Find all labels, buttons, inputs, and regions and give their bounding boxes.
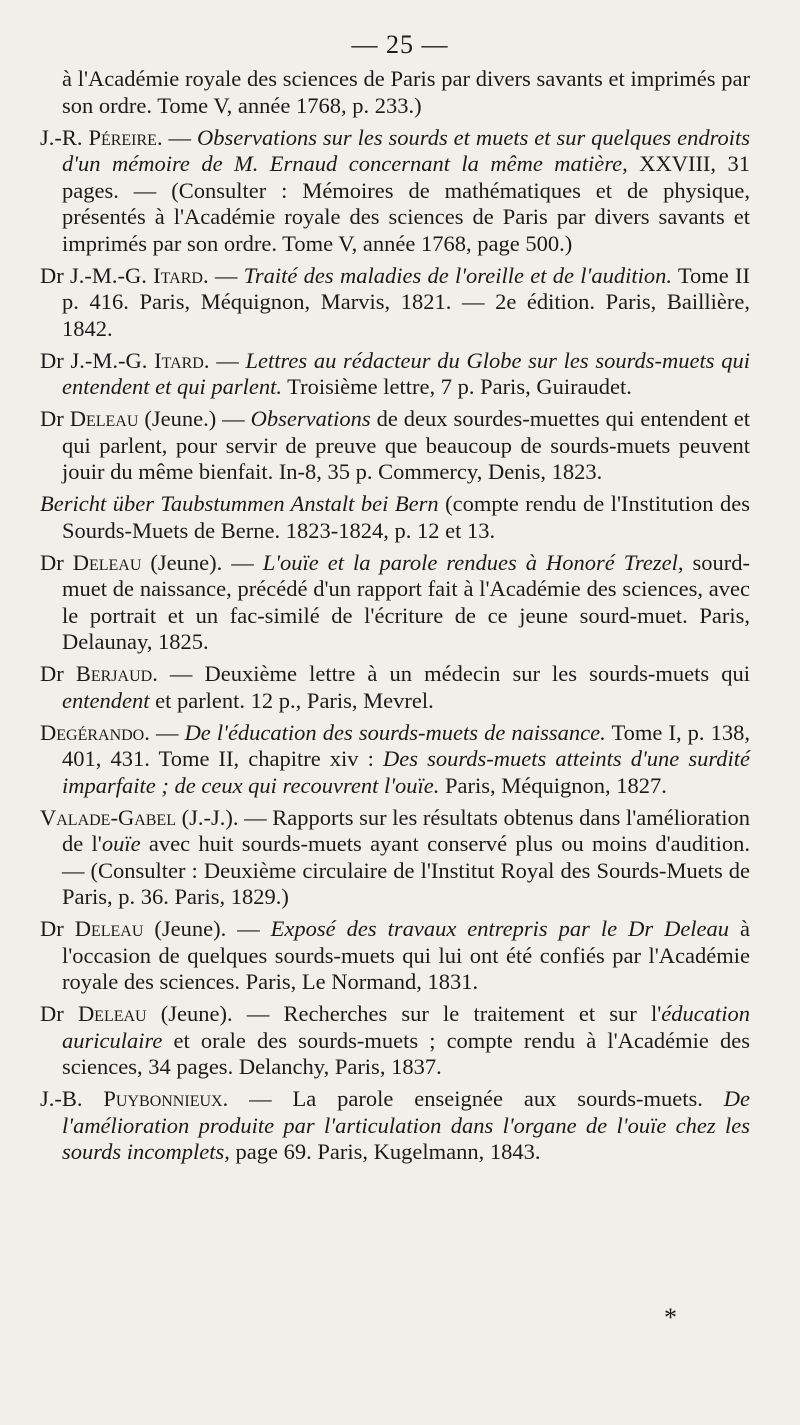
bibliography-list bbox=[40, 66, 750, 1171]
entry-details: et orale des sourds-muets ; compte rendu à l'Académie des sciences, 34 pages. Delanchy, Paris, 1837. bbox=[62, 1027, 750, 1079]
bibliography-entry-deleau-ouie: Dr Deleau (Jeune). — L'ouïe et la parole rendues à Honoré Trezel, sourd-muet de naissance, précédé d'un rapport fait à l'Académie des sciences, avec le portrait et un fac-similé de l'écriture de ce jeune sourd-muet. Paris, Delaunay, 1825. bbox=[40, 549, 750, 654]
entry-title: ouïe bbox=[101, 831, 141, 856]
bibliography-entry-puybonnieux: J.-B. Puybonnieux. — La parole enseignée aux sourds-muets. De l'amélioration produite par l'articulation dans l'organe de l'ouïe chez les sourds incomplets, page 69. Paris, Kugelmann, 1843. bbox=[40, 1086, 750, 1164]
bibliography-entry-bericht bbox=[40, 491, 750, 544]
entry-title: Bericht über Taubstummen Anstalt bei Bern bbox=[40, 491, 439, 516]
bibliography-entry-valade-gabel: Valade-Gabel (J.-J.). — Rapports sur les résultats obtenus dans l'amélioration de l'ouïe avec huit sourds-muets ayant conservé plus ou moins d'audition. — (Consulter : Deuxième circulaire de l'Institut Royal des Sourds-Muets de Paris, p. 36. Paris, 1829.) bbox=[40, 804, 750, 909]
bibliography-entry-itard-lettres: Dr J.-M.-G. Itard. — Lettres au rédacteur du Globe sur les sourds-muets qui entendent et qui parlent. Troisième lettre, 7 p. Paris, Guiraudet. bbox=[40, 347, 751, 399]
entry-author: Deleau bbox=[72, 549, 142, 575]
entry-details: (compte rendu de l'Institution des Sourds-Muets de Berne. 1823-1824, p. 12 et 13. bbox=[62, 491, 750, 543]
entry-title: Observations bbox=[250, 406, 371, 431]
entry-author: J.-B. Puybonnieux. bbox=[40, 1086, 229, 1111]
entry-details: sourd-muet de naissance, précédé d'un rapport fait à l'Académie des sciences, avec le portrait et un fac-similé de l'écriture de ce jeune sourd-muet. Paris, Delaunay, 1825. bbox=[62, 549, 750, 654]
footer-asterisk: * bbox=[664, 1303, 677, 1332]
bibliography-entry-itard-traite: Dr J.-M.-G. Itard. — Traité des maladies de l'oreille et de l'audition. Tome II p. 416. Paris, Méquignon, Marvis, 1821. — 2e édition. Paris, Baillière, 1842. bbox=[40, 262, 750, 341]
entry-author: J.-M.-G. Itard. bbox=[70, 262, 209, 288]
bibliography-entry-deleau-recherches: Dr Deleau (Jeune). — Recherches sur le traitement et sur l'éducation auriculaire et orale des sourds-muets ; compte rendu à l'Académie des sciences, 34 pages. Delanchy, Paris, 1837. bbox=[40, 1001, 751, 1079]
entry-title: De l'amélioration produite par l'articulation dans l'organe de l'ouïe chez les sourds incomplets, bbox=[62, 1086, 750, 1164]
bibliography-entry-continuation: à l'Académie royale des sciences de Paris par divers savants et imprimés par son ordre. Tome V, année 1768, p. 233.) bbox=[62, 66, 750, 118]
bibliography-entry-degerando: Degérando. — De l'éducation des sourds-muets de naissance. Tome I, p. 138, 401, 431. Tome II, chapitre xiv : Des sourds-muets atteints d'une surdité imparfaite ; de ceux qui recouvrent l'ouïe. Paris, Méquignon, 1827. bbox=[40, 719, 751, 798]
entry-subtitle: Des sourds-muets atteints d'une surdité imparfaite ; de ceux qui recouvrent l'ouïe. bbox=[62, 746, 751, 798]
entry-author: Degérando. bbox=[40, 719, 150, 745]
entry-title: Exposé des travaux entrepris par le Dr Deleau bbox=[270, 916, 730, 941]
entry-details: de deux sourdes-muettes qui entendent et qui parlent, pour servir de preuve que beaucoup de sourds-muets peuvent jouir du même bienfait. In-8, 35 p. Commercy, Denis, 1823. bbox=[62, 406, 751, 484]
entry-title: De l'éducation des sourds-muets de naissance. bbox=[184, 719, 606, 745]
entry-title: entendent bbox=[62, 687, 150, 713]
entry-author: Deleau bbox=[74, 916, 144, 941]
entry-prefix: Dr bbox=[40, 406, 64, 431]
entry-author: J.-R. Péreire. bbox=[40, 124, 163, 150]
entry-title: éducation auriculaire bbox=[62, 1001, 751, 1053]
entry-author: Deleau bbox=[69, 406, 139, 431]
entry-author: J.-M.-G. Itard. bbox=[70, 347, 210, 373]
entry-details: avec huit sourds-muets ayant conservé plus ou moins d'audition. — (Consulter : Deuxième circulaire de l'Institut Royal des Sourds-Muets de Paris, p. 36. Paris, 1829.) bbox=[62, 831, 750, 909]
bibliography-entry-pereire: J.-R. Péreire. — Observations sur les sourds et muets et sur quelques endroits d'un mémoire de M. Ernaud concernant la même matière, XXVIII, 31 pages. — (Consulter : Mémoires de mathématiques et de physique, présentés à l'Académie royale des sciences de Paris par divers savants et imprimés par son ordre. Tome V, année 1768, page 500.) bbox=[40, 124, 751, 256]
entry-prefix: Dr bbox=[40, 916, 64, 941]
bibliography-entry-deleau-expose: Dr Deleau (Jeune). — Exposé des travaux entrepris par le Dr Deleau à l'occasion de quelques sourds-muets qui lui ont été confiés par l'Académie royale des sciences. Paris, Le Normand, 1831. bbox=[40, 916, 751, 994]
entry-details: Paris, Méquignon, 1827. bbox=[439, 772, 667, 798]
entry-details: et parlent. 12 p., Paris, Mevrel. bbox=[149, 687, 434, 713]
entry-details: Tome II p. 416. Paris, Méquignon, Marvis, 1821. — 2e édition. Paris, Baillière, 1842. bbox=[62, 262, 750, 341]
entry-details: page 69. Paris, Kugelmann, 1843. bbox=[229, 1139, 541, 1164]
entry-title: Observations sur les sourds et muets et sur quelques endroits d'un mémoire de M. Ernaud concernant la même matière, bbox=[62, 124, 751, 176]
entry-author: Valade-Gabel bbox=[40, 804, 176, 830]
entry-title: Traité des maladies de l'oreille et de l'audition. bbox=[243, 262, 672, 288]
entry-author: Berjaud. bbox=[75, 661, 158, 686]
entry-author: Deleau bbox=[77, 1001, 147, 1026]
entry-prefix: Dr bbox=[40, 549, 64, 575]
entry-title: L'ouïe et la parole rendues à Honoré Trezel, bbox=[262, 549, 684, 575]
entry-details: XXVIII, 31 pages. — (Consulter : Mémoires de mathématiques et de physique, présentés à l'Académie royale des sciences de Paris par divers savants et imprimés par son ordre. Tome V, année 1768, page 500.) bbox=[62, 151, 750, 256]
entry-prefix: Dr bbox=[40, 262, 64, 288]
entry-prefix: Dr bbox=[40, 1001, 64, 1026]
entry-details: à l'occasion de quelques sourds-muets qui lui ont été confiés par l'Académie royale des sciences. Paris, Le Normand, 1831. bbox=[62, 916, 751, 994]
entry-title: Lettres au rédacteur du Globe sur les sourds-muets qui entendent et qui parlent. bbox=[62, 347, 751, 399]
entry-prefix: Dr bbox=[40, 347, 64, 373]
bibliography-entry-deleau-observations: Dr Deleau (Jeune.) — Observations de deux sourdes-muettes qui entendent et qui parlent, pour servir de preuve que beaucoup de sourds-muets peuvent jouir du même bienfait. In-8, 35 p. Commercy, Denis, 1823. bbox=[40, 406, 751, 484]
page-number: — 25 — bbox=[351, 30, 449, 59]
entry-prefix: Dr bbox=[40, 661, 64, 686]
bibliography-entry-berjaud: Dr Berjaud. — Deuxième lettre à un médecin sur les sourds-muets qui entendent et parlent. 12 p., Paris, Mevrel. bbox=[40, 661, 750, 713]
entry-details: Troisième lettre, 7 p. Paris, Guiraudet. bbox=[281, 374, 632, 399]
